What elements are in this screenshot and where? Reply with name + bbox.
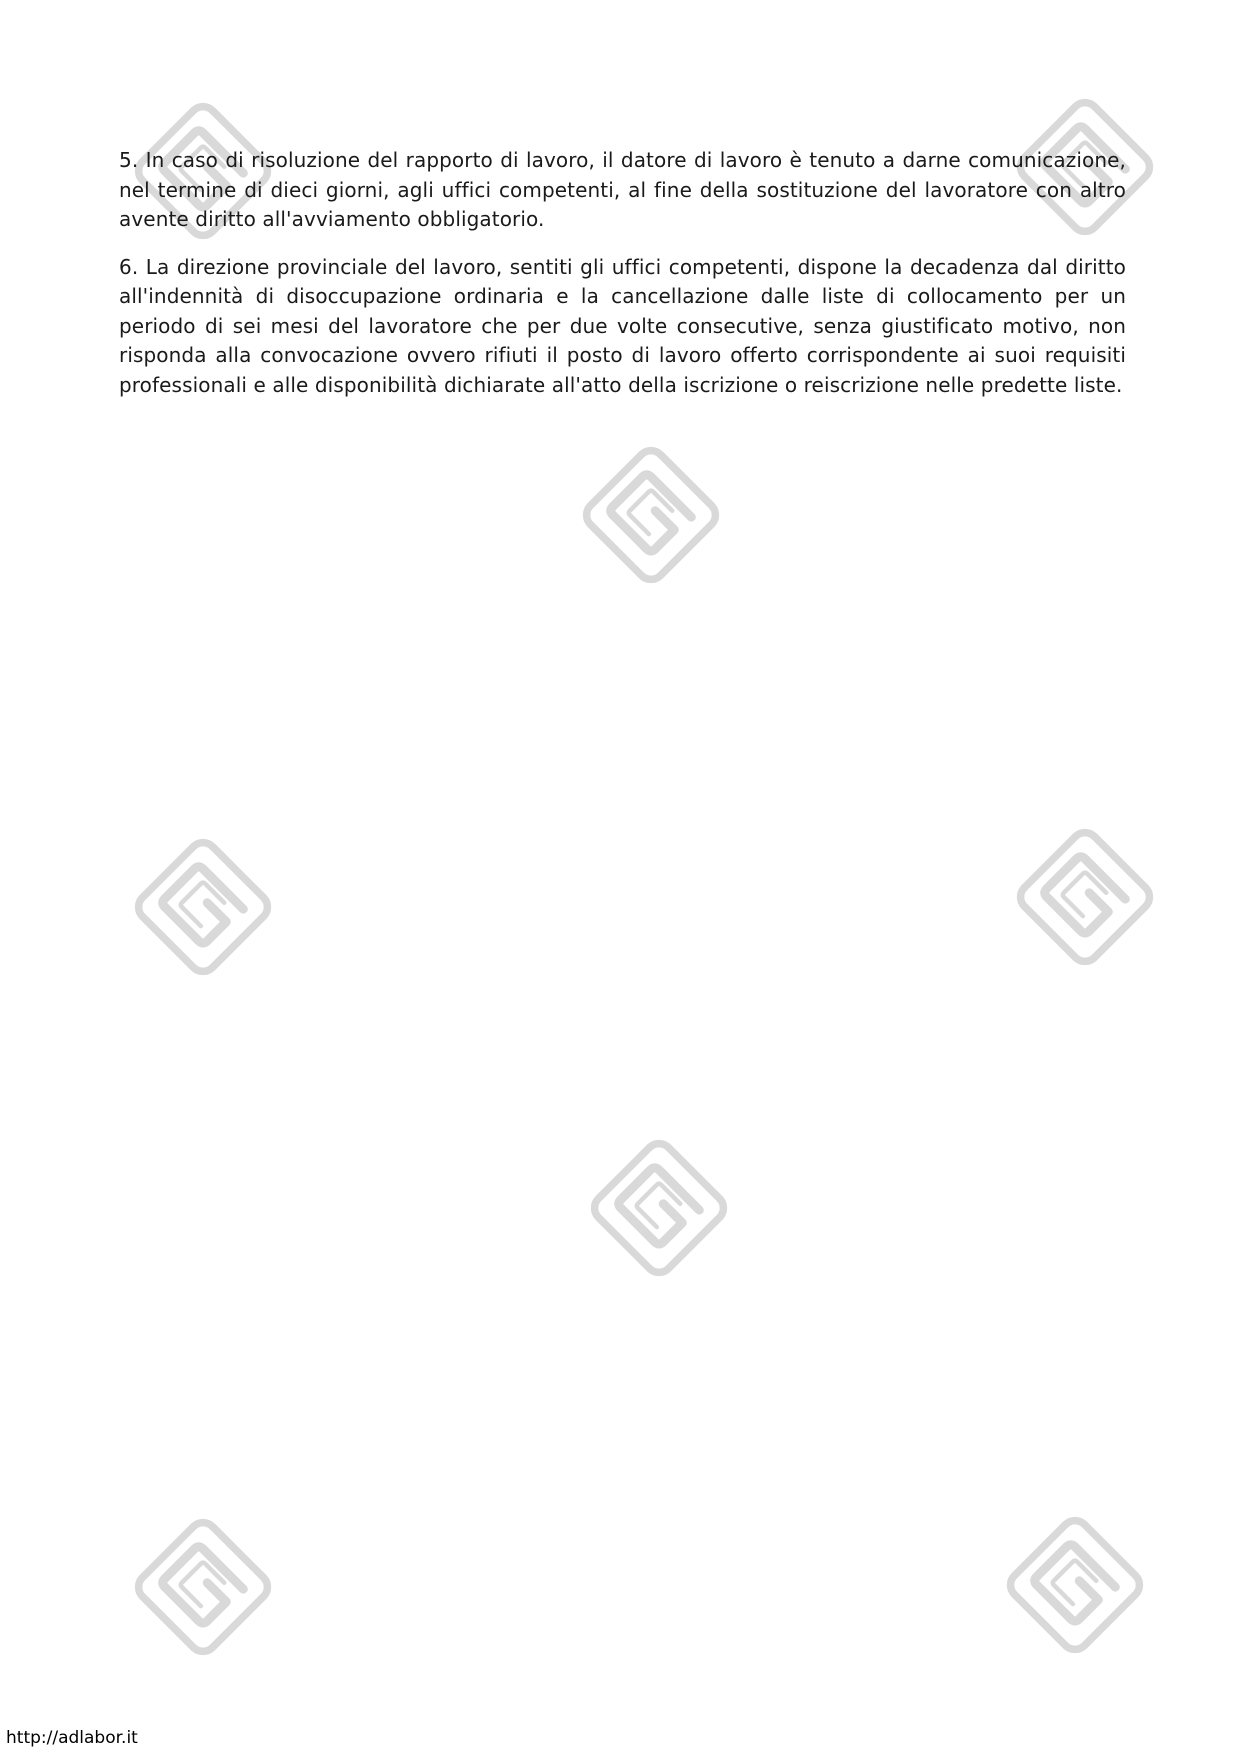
diamond-g-logo-icon [576, 440, 726, 590]
document-body [119, 146, 1126, 418]
watermark-logo-icon [1010, 822, 1160, 972]
watermark-logo-icon [584, 1133, 734, 1283]
watermark-logo-icon [128, 1512, 278, 1662]
diamond-g-logo-icon [128, 1512, 278, 1662]
footer-url-link[interactable]: http://adlabor.it [6, 1728, 138, 1748]
diamond-g-logo-icon [584, 1133, 734, 1283]
watermark-logo-icon [1000, 1510, 1150, 1660]
watermark-logo-icon [128, 832, 278, 982]
diamond-g-logo-icon [1000, 1510, 1150, 1660]
diamond-g-logo-icon [128, 832, 278, 982]
diamond-g-logo-icon [1010, 822, 1160, 972]
paragraph-6: 6. La direzione provinciale del lavoro, sentiti gli uffici competenti, dispone la decadenza dal diritto all'indennità di disoccupazione ordinaria e la cancellazione dalle liste di collocamento per un periodo di sei mesi del lavoratore che per due volte consecutive, senza giustificato motivo, non risponda alla convocazione ovvero rifiuti il posto di lavoro offerto corrispondente ai suoi requisiti professionali e alle disponibilità dichiarate all'atto della iscrizione o reiscrizione nelle predette liste. [119, 254, 1126, 397]
paragraph-5: 5. In caso di risoluzione del rapporto di lavoro, il datore di lavoro è tenuto a darne comunicazione, nel termine di dieci giorni, agli uffici competenti, al fine della sostituzione del lavoratore con altro avente diritto all'avviamento obbligatorio. [119, 148, 1126, 231]
watermark-logo-icon [576, 440, 726, 590]
